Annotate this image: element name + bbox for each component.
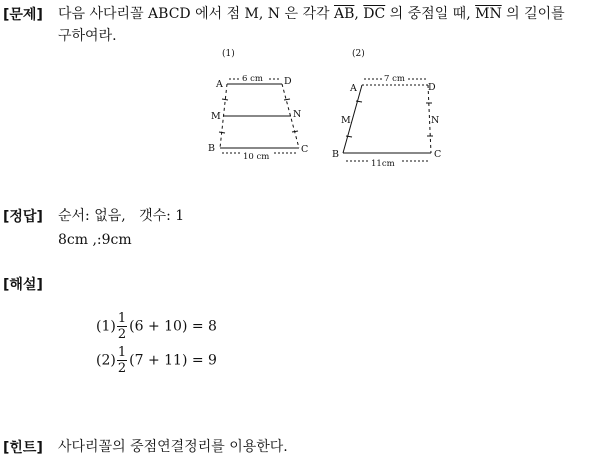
problem-text-c: 의 길이를	[501, 6, 565, 22]
figure-1-label-n: N	[293, 109, 302, 120]
explanation-equation-2	[96, 346, 217, 375]
figure-1-tick	[284, 99, 290, 100]
figure-2-label-n: N	[431, 115, 440, 126]
problem-text-b: 의 중점일 때,	[385, 6, 476, 22]
figure-2-label-b: B	[332, 149, 339, 160]
figure-1-tick	[222, 99, 228, 100]
hint-tag: [힌트]	[3, 440, 43, 456]
segment-ab: $\overline{AB}$	[333, 6, 355, 22]
figure-2-bottom-length: 11cm	[371, 159, 395, 169]
equation-2-expression: (7 + 11) = 9	[129, 352, 217, 369]
figure-1-top-length: 6 cm	[242, 74, 263, 84]
equation-1-numerator: 1	[117, 311, 127, 326]
equation-1-fraction	[117, 312, 127, 341]
figure-2	[332, 48, 441, 169]
answer-tag: [정답]	[3, 209, 43, 225]
figure-1-tick	[292, 131, 298, 132]
trapezoid-figures	[0, 0, 592, 175]
figure-1-label-c: C	[301, 144, 309, 155]
problem-text-a: 다음 사다리꼴 ABCD 에서 점 M, N 은 각각	[58, 6, 334, 22]
figure-2-label-d: D	[428, 82, 436, 93]
hint-text: 사다리꼴의 중점연결정리를 이용한다.	[58, 439, 288, 455]
problem-tag: [문제]	[3, 7, 43, 23]
figure-2-label-c: C	[434, 149, 442, 160]
problem-text-line2: 구하여라.	[58, 28, 117, 44]
figure-1-bottom-length: 10 cm	[243, 152, 270, 162]
equation-2-denominator: 2	[117, 361, 127, 376]
figure-1-tick	[219, 132, 225, 133]
figure-1-label-m: M	[211, 111, 221, 122]
equation-1-denominator: 2	[117, 327, 127, 342]
separator: ,	[354, 6, 364, 22]
figure-1-label-a: A	[216, 79, 223, 90]
figure-1-caption: (1)	[222, 49, 235, 59]
figure-2-caption: (2)	[352, 49, 365, 59]
equation-2-numerator: 1	[117, 345, 127, 360]
equation-2-prefix: (2)	[96, 352, 116, 369]
equation-2-fraction	[117, 346, 127, 375]
segment-dc: $\overline{DC}$	[363, 6, 386, 22]
answer-line1: 순서: 없음, 갯수: 1	[58, 208, 185, 224]
figure-2-label-m: M	[341, 115, 351, 126]
figure-1-label-b: B	[208, 143, 215, 154]
equation-1-prefix: (1)	[96, 318, 116, 335]
figure-2-label-a: A	[350, 83, 357, 94]
figure-1-label-d: D	[284, 76, 292, 87]
figure-2-tick	[346, 136, 352, 137]
figure-2-top-length: 7 cm	[384, 74, 405, 84]
segment-mn: $\overline{MN}$	[475, 6, 502, 22]
explanation-tag: [해설]	[3, 277, 43, 293]
explanation-equation-1	[96, 312, 217, 341]
equation-1-expression: (6 + 10) = 8	[129, 318, 217, 335]
answer-line2: 8cm ,:9cm	[58, 232, 132, 248]
figure-1	[208, 48, 308, 162]
